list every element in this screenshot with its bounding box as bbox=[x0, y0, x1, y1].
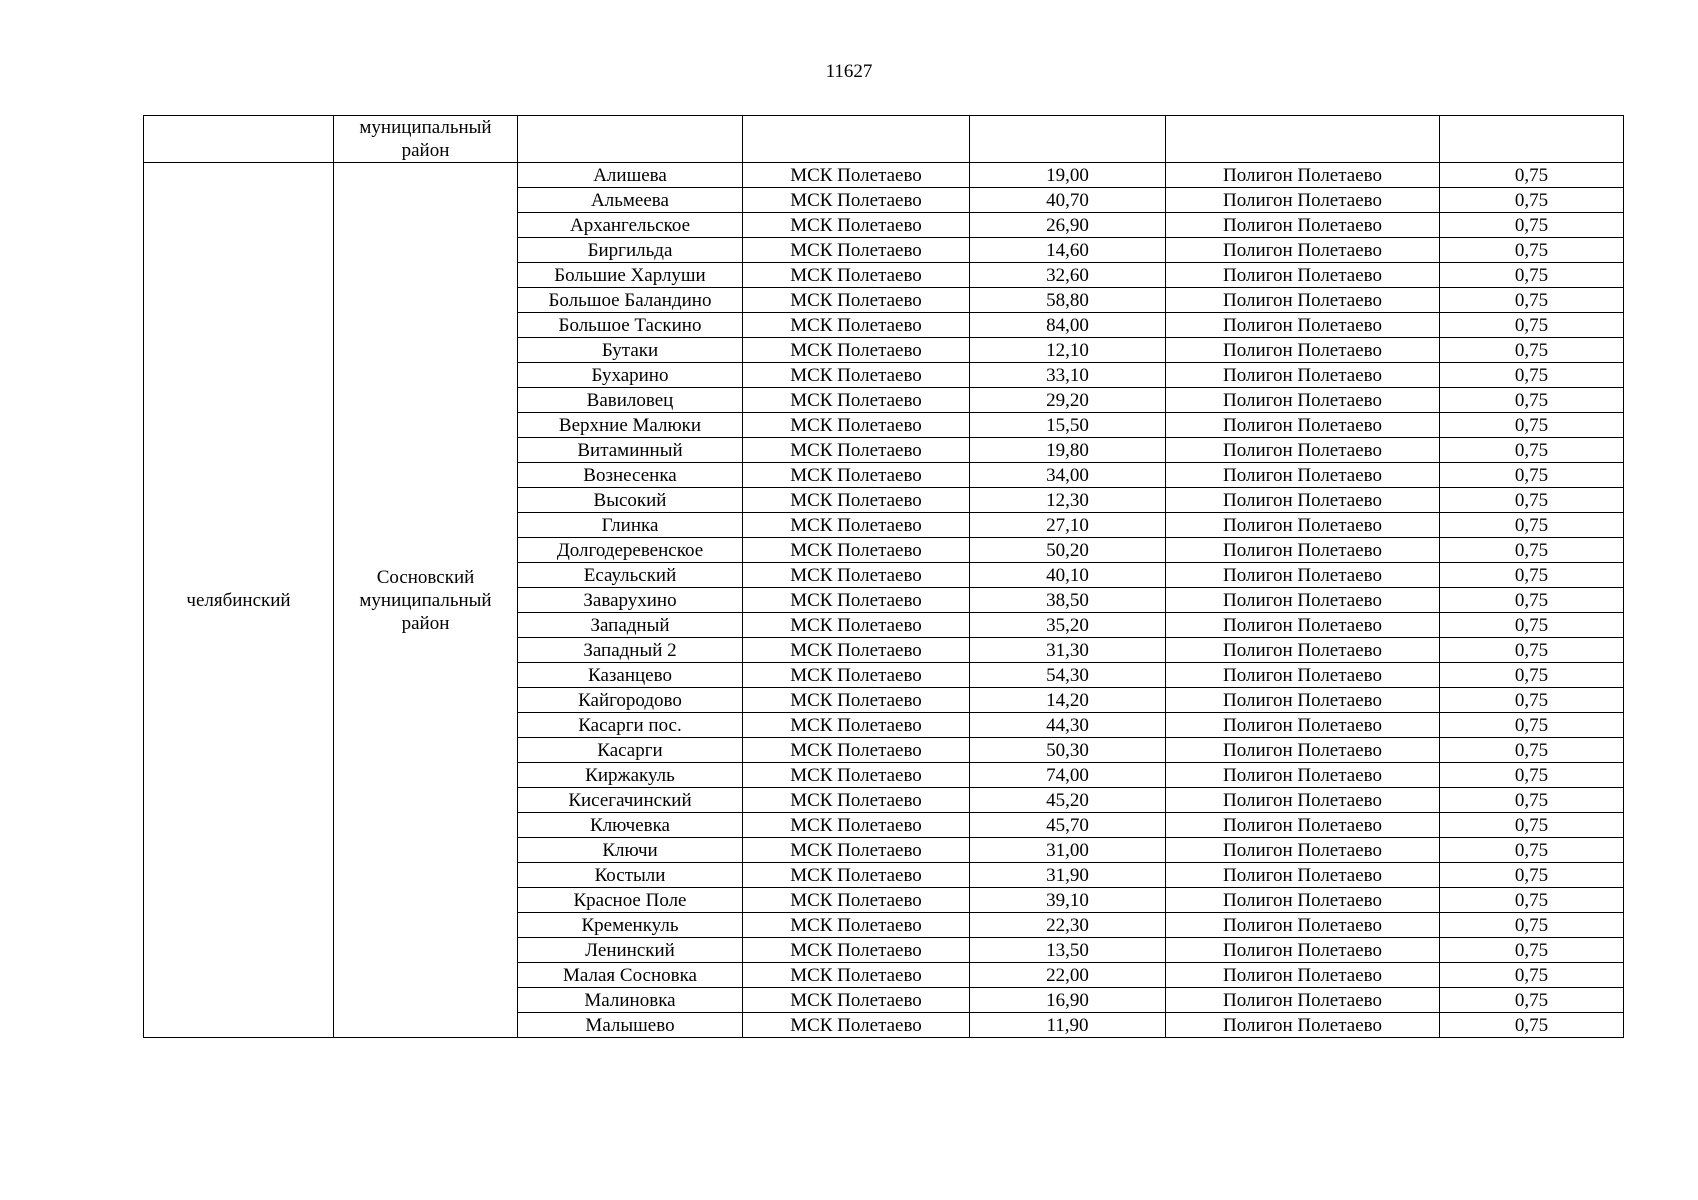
distance-cell: 14,60 bbox=[970, 238, 1166, 263]
settlement-cell: Казанцево bbox=[518, 663, 743, 688]
coefficient-cell: 0,75 bbox=[1440, 813, 1624, 838]
landfill-cell: Полигон Полетаево bbox=[1166, 938, 1440, 963]
settlement-cell: Бухарино bbox=[518, 363, 743, 388]
settlement-cell: Алишева bbox=[518, 163, 743, 188]
settlement-cell: Кременкуль bbox=[518, 913, 743, 938]
settlement-cell: Долгодеревенское bbox=[518, 538, 743, 563]
landfill-cell: Полигон Полетаево bbox=[1166, 413, 1440, 438]
distance-cell: 50,20 bbox=[970, 538, 1166, 563]
settlement-cell: Глинка bbox=[518, 513, 743, 538]
landfill-cell: Полигон Полетаево bbox=[1166, 563, 1440, 588]
facility-cell: МСК Полетаево bbox=[743, 863, 970, 888]
settlement-cell: Есаульский bbox=[518, 563, 743, 588]
facility-cell: МСК Полетаево bbox=[743, 238, 970, 263]
distance-cell: 11,90 bbox=[970, 1013, 1166, 1038]
facility-cell: МСК Полетаево bbox=[743, 263, 970, 288]
settlement-cell: Витаминный bbox=[518, 438, 743, 463]
distance-cell: 84,00 bbox=[970, 313, 1166, 338]
distance-cell: 31,90 bbox=[970, 863, 1166, 888]
facility-cell: МСК Полетаево bbox=[743, 938, 970, 963]
facility-cell: МСК Полетаево bbox=[743, 588, 970, 613]
facility-cell: МСК Полетаево bbox=[743, 388, 970, 413]
coefficient-cell: 0,75 bbox=[1440, 363, 1624, 388]
page-number: 11627 bbox=[825, 61, 873, 82]
coefficient-cell: 0,75 bbox=[1440, 1013, 1624, 1038]
facility-cell: МСК Полетаево bbox=[743, 663, 970, 688]
facility-cell: МСК Полетаево bbox=[743, 288, 970, 313]
facility-cell: МСК Полетаево bbox=[743, 188, 970, 213]
coefficient-cell: 0,75 bbox=[1440, 588, 1624, 613]
coefficient-cell: 0,75 bbox=[1440, 288, 1624, 313]
coefficient-cell: 0,75 bbox=[1440, 938, 1624, 963]
table-row bbox=[144, 163, 1624, 188]
settlement-cell: Малышево bbox=[518, 1013, 743, 1038]
region-cell: челябинский bbox=[144, 163, 334, 1038]
facility-cell: МСК Полетаево bbox=[743, 563, 970, 588]
landfill-cell: Полигон Полетаево bbox=[1166, 913, 1440, 938]
coefficient-cell: 0,75 bbox=[1440, 738, 1624, 763]
facility-cell: МСК Полетаево bbox=[743, 213, 970, 238]
distance-cell: 12,10 bbox=[970, 338, 1166, 363]
distance-cell: 19,00 bbox=[970, 163, 1166, 188]
facility-cell: МСК Полетаево bbox=[743, 838, 970, 863]
landfill-cell: Полигон Полетаево bbox=[1166, 738, 1440, 763]
distance-cell: 54,30 bbox=[970, 663, 1166, 688]
distance-cell: 45,20 bbox=[970, 788, 1166, 813]
facility-cell: МСК Полетаево bbox=[743, 788, 970, 813]
landfill-cell: Полигон Полетаево bbox=[1166, 663, 1440, 688]
coefficient-cell: 0,75 bbox=[1440, 988, 1624, 1013]
coefficient-cell: 0,75 bbox=[1440, 263, 1624, 288]
distance-cell: 16,90 bbox=[970, 988, 1166, 1013]
settlement-cell: Ключевка bbox=[518, 813, 743, 838]
facility-cell: МСК Полетаево bbox=[743, 738, 970, 763]
distance-cell: 12,30 bbox=[970, 488, 1166, 513]
district-cell: Сосновский муниципальный район bbox=[334, 163, 518, 1038]
continuation-cell-1 bbox=[144, 116, 334, 163]
coefficient-cell: 0,75 bbox=[1440, 838, 1624, 863]
facility-cell: МСК Полетаево bbox=[743, 163, 970, 188]
coefficient-cell: 0,75 bbox=[1440, 688, 1624, 713]
landfill-cell: Полигон Полетаево bbox=[1166, 763, 1440, 788]
distance-cell: 26,90 bbox=[970, 213, 1166, 238]
distance-cell: 15,50 bbox=[970, 413, 1166, 438]
coefficient-cell: 0,75 bbox=[1440, 238, 1624, 263]
landfill-cell: Полигон Полетаево bbox=[1166, 313, 1440, 338]
settlement-cell: Ленинский bbox=[518, 938, 743, 963]
landfill-cell: Полигон Полетаево bbox=[1166, 188, 1440, 213]
coefficient-cell: 0,75 bbox=[1440, 613, 1624, 638]
landfill-cell: Полигон Полетаево bbox=[1166, 788, 1440, 813]
landfill-cell: Полигон Полетаево bbox=[1166, 288, 1440, 313]
distance-cell: 29,20 bbox=[970, 388, 1166, 413]
distance-cell: 44,30 bbox=[970, 713, 1166, 738]
continuation-cell-4 bbox=[743, 116, 970, 163]
facility-cell: МСК Полетаево bbox=[743, 713, 970, 738]
coefficient-cell: 0,75 bbox=[1440, 438, 1624, 463]
facility-cell: МСК Полетаево bbox=[743, 988, 970, 1013]
settlement-cell: Верхние Малюки bbox=[518, 413, 743, 438]
settlement-cell: Западный bbox=[518, 613, 743, 638]
settlement-cell: Костыли bbox=[518, 863, 743, 888]
landfill-cell: Полигон Полетаево bbox=[1166, 163, 1440, 188]
landfill-cell: Полигон Полетаево bbox=[1166, 488, 1440, 513]
distance-cell: 50,30 bbox=[970, 738, 1166, 763]
settlement-cell: Большое Баландино bbox=[518, 288, 743, 313]
settlement-cell: Высокий bbox=[518, 488, 743, 513]
facility-cell: МСК Полетаево bbox=[743, 363, 970, 388]
facility-cell: МСК Полетаево bbox=[743, 638, 970, 663]
distance-cell: 14,20 bbox=[970, 688, 1166, 713]
settlement-cell: Ключи bbox=[518, 838, 743, 863]
settlement-cell: Киржакуль bbox=[518, 763, 743, 788]
facility-cell: МСК Полетаево bbox=[743, 813, 970, 838]
settlement-cell: Кисегачинский bbox=[518, 788, 743, 813]
landfill-cell: Полигон Полетаево bbox=[1166, 213, 1440, 238]
distance-cell: 45,70 bbox=[970, 813, 1166, 838]
facility-cell: МСК Полетаево bbox=[743, 963, 970, 988]
settlement-cell: Биргильда bbox=[518, 238, 743, 263]
distance-cell: 33,10 bbox=[970, 363, 1166, 388]
facility-cell: МСК Полетаево bbox=[743, 888, 970, 913]
distance-cell: 22,30 bbox=[970, 913, 1166, 938]
table-body bbox=[144, 116, 1624, 1038]
continuation-cell-3 bbox=[518, 116, 743, 163]
continuation-cell-district: муниципальный район bbox=[334, 116, 518, 163]
facility-cell: МСК Полетаево bbox=[743, 763, 970, 788]
facility-cell: МСК Полетаево bbox=[743, 538, 970, 563]
coefficient-cell: 0,75 bbox=[1440, 963, 1624, 988]
coefficient-cell: 0,75 bbox=[1440, 638, 1624, 663]
continuation-cell-6 bbox=[1166, 116, 1440, 163]
settlement-cell: Вавиловец bbox=[518, 388, 743, 413]
coefficient-cell: 0,75 bbox=[1440, 313, 1624, 338]
coefficient-cell: 0,75 bbox=[1440, 488, 1624, 513]
coefficient-cell: 0,75 bbox=[1440, 413, 1624, 438]
distance-cell: 27,10 bbox=[970, 513, 1166, 538]
landfill-cell: Полигон Полетаево bbox=[1166, 588, 1440, 613]
facility-cell: МСК Полетаево bbox=[743, 688, 970, 713]
coefficient-cell: 0,75 bbox=[1440, 213, 1624, 238]
coefficient-cell: 0,75 bbox=[1440, 788, 1624, 813]
coefficient-cell: 0,75 bbox=[1440, 863, 1624, 888]
facility-cell: МСК Полетаево bbox=[743, 338, 970, 363]
landfill-cell: Полигон Полетаево bbox=[1166, 438, 1440, 463]
distance-cell: 40,10 bbox=[970, 563, 1166, 588]
landfill-cell: Полигон Полетаево bbox=[1166, 463, 1440, 488]
facility-cell: МСК Полетаево bbox=[743, 613, 970, 638]
coefficient-cell: 0,75 bbox=[1440, 163, 1624, 188]
distance-cell: 31,30 bbox=[970, 638, 1166, 663]
continuation-cell-7 bbox=[1440, 116, 1624, 163]
landfill-cell: Полигон Полетаево bbox=[1166, 388, 1440, 413]
coefficient-cell: 0,75 bbox=[1440, 338, 1624, 363]
coefficient-cell: 0,75 bbox=[1440, 888, 1624, 913]
coefficient-cell: 0,75 bbox=[1440, 563, 1624, 588]
settlement-cell: Касарги bbox=[518, 738, 743, 763]
landfill-cell: Полигон Полетаево bbox=[1166, 863, 1440, 888]
landfill-cell: Полигон Полетаево bbox=[1166, 888, 1440, 913]
landfill-cell: Полигон Полетаево bbox=[1166, 238, 1440, 263]
landfill-cell: Полигон Полетаево bbox=[1166, 838, 1440, 863]
landfill-cell: Полигон Полетаево bbox=[1166, 963, 1440, 988]
distance-cell: 19,80 bbox=[970, 438, 1166, 463]
coefficient-cell: 0,75 bbox=[1440, 188, 1624, 213]
facility-cell: МСК Полетаево bbox=[743, 913, 970, 938]
coefficient-cell: 0,75 bbox=[1440, 513, 1624, 538]
distance-cell: 58,80 bbox=[970, 288, 1166, 313]
settlement-cell: Вознесенка bbox=[518, 463, 743, 488]
facility-cell: МСК Полетаево bbox=[743, 463, 970, 488]
facility-cell: МСК Полетаево bbox=[743, 313, 970, 338]
coefficient-cell: 0,75 bbox=[1440, 388, 1624, 413]
facility-cell: МСК Полетаево bbox=[743, 438, 970, 463]
settlement-cell: Альмеева bbox=[518, 188, 743, 213]
settlement-cell: Касарги пос. bbox=[518, 713, 743, 738]
coefficient-cell: 0,75 bbox=[1440, 713, 1624, 738]
settlement-cell: Большие Харлуши bbox=[518, 263, 743, 288]
landfill-cell: Полигон Полетаево bbox=[1166, 263, 1440, 288]
settlement-cell: Красное Поле bbox=[518, 888, 743, 913]
landfill-cell: Полигон Полетаево bbox=[1166, 988, 1440, 1013]
landfill-cell: Полигон Полетаево bbox=[1166, 613, 1440, 638]
settlement-cell: Архангельское bbox=[518, 213, 743, 238]
distance-cell: 32,60 bbox=[970, 263, 1166, 288]
coefficient-cell: 0,75 bbox=[1440, 663, 1624, 688]
settlement-cell: Заварухино bbox=[518, 588, 743, 613]
coefficient-cell: 0,75 bbox=[1440, 763, 1624, 788]
landfill-cell: Полигон Полетаево bbox=[1166, 688, 1440, 713]
facility-cell: МСК Полетаево bbox=[743, 513, 970, 538]
continuation-row bbox=[144, 116, 1624, 163]
settlement-cell: Малая Сосновка bbox=[518, 963, 743, 988]
distance-cell: 22,00 bbox=[970, 963, 1166, 988]
data-table bbox=[143, 115, 1624, 1038]
settlement-cell: Бутаки bbox=[518, 338, 743, 363]
settlement-cell: Кайгородово bbox=[518, 688, 743, 713]
distance-cell: 40,70 bbox=[970, 188, 1166, 213]
facility-cell: МСК Полетаево bbox=[743, 413, 970, 438]
landfill-cell: Полигон Полетаево bbox=[1166, 338, 1440, 363]
facility-cell: МСК Полетаево bbox=[743, 488, 970, 513]
settlement-cell: Западный 2 bbox=[518, 638, 743, 663]
distance-cell: 74,00 bbox=[970, 763, 1166, 788]
landfill-cell: Полигон Полетаево bbox=[1166, 813, 1440, 838]
landfill-cell: Полигон Полетаево bbox=[1166, 638, 1440, 663]
coefficient-cell: 0,75 bbox=[1440, 538, 1624, 563]
landfill-cell: Полигон Полетаево bbox=[1166, 538, 1440, 563]
distance-cell: 38,50 bbox=[970, 588, 1166, 613]
landfill-cell: Полигон Полетаево bbox=[1166, 513, 1440, 538]
settlement-cell: Малиновка bbox=[518, 988, 743, 1013]
landfill-cell: Полигон Полетаево bbox=[1166, 363, 1440, 388]
landfill-cell: Полигон Полетаево bbox=[1166, 713, 1440, 738]
coefficient-cell: 0,75 bbox=[1440, 913, 1624, 938]
facility-cell: МСК Полетаево bbox=[743, 1013, 970, 1038]
distance-cell: 35,20 bbox=[970, 613, 1166, 638]
landfill-cell: Полигон Полетаево bbox=[1166, 1013, 1440, 1038]
distance-cell: 39,10 bbox=[970, 888, 1166, 913]
continuation-cell-5 bbox=[970, 116, 1166, 163]
coefficient-cell: 0,75 bbox=[1440, 463, 1624, 488]
distance-cell: 31,00 bbox=[970, 838, 1166, 863]
settlement-cell: Большое Таскино bbox=[518, 313, 743, 338]
distance-cell: 13,50 bbox=[970, 938, 1166, 963]
distance-cell: 34,00 bbox=[970, 463, 1166, 488]
